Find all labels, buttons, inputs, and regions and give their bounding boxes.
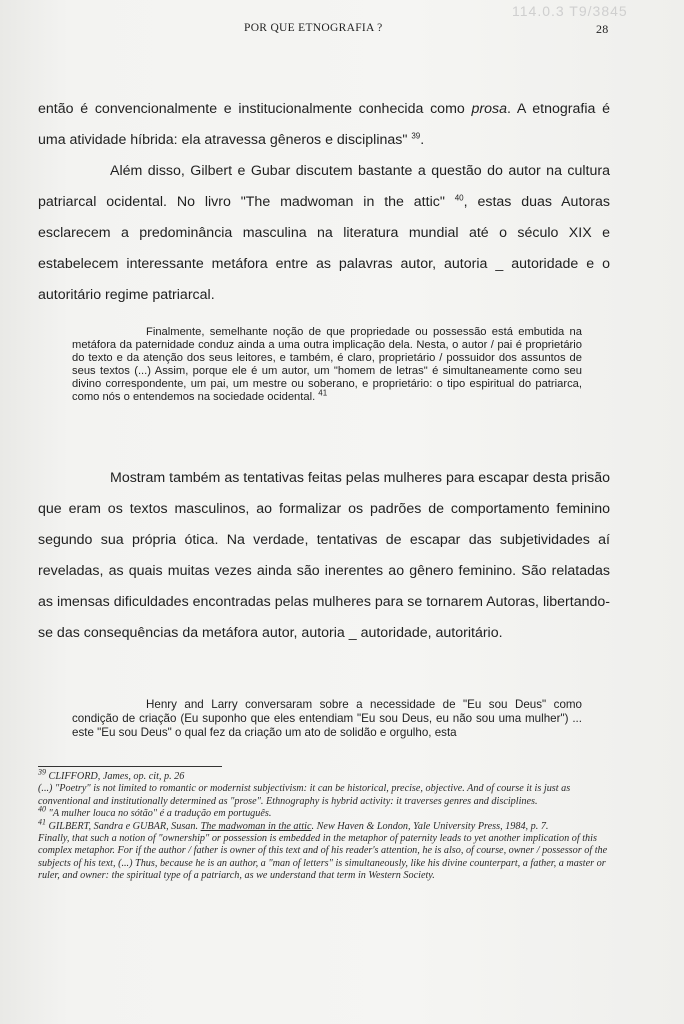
paragraph-1 xyxy=(38,94,610,156)
footnote-ref-40: 40 xyxy=(454,193,464,203)
footnote-40-text: "A mulher louca no sótão" é a tradução em português. xyxy=(46,808,272,820)
footnote-39-translation: (...) "Poetry" is not limited to romantic or modernist subjectivism: it can be historical, precise, objective. And of course it is just as conventional and institutionally determined as "prose". Ethnography is hybrid activity: it traverses genres and disciplines. xyxy=(38,783,571,807)
paragraph-3: Mostram também as tentativas feitas pelas mulheres para escapar desta prisão que eram os textos masculinos, ao formalizar os padrões de comportamento feminino segundo sua própria ótica. Na verdade, tentativas de escapar das subjetividades aí reveladas, as quais muitas vezes ainda são inerentes ao gênero feminino. São relatadas as imensas dificuldades encontradas pelas mulheres para se tornarem Autoras, libertando-se das consequências da metáfora autor, autoria _ autoridade, autoritário. xyxy=(38,470,610,641)
block-quote-2 xyxy=(72,698,582,740)
footnote-41-number: 41 xyxy=(38,817,46,827)
footnote-40 xyxy=(38,804,610,820)
footnote-39 xyxy=(38,767,610,783)
footnote-41-book-title: The madwoman in the attic xyxy=(200,820,312,832)
footnotes xyxy=(38,767,610,883)
footnote-39-number: 39 xyxy=(38,767,46,777)
footnote-ref-39: 39 xyxy=(411,131,421,141)
paragraph-1-italic: prosa xyxy=(471,101,507,117)
footnote-ref-41: 41 xyxy=(318,388,328,398)
paragraph-1-end: . xyxy=(420,132,425,148)
running-title: POR QUE ETNOGRAFIA ? xyxy=(244,22,383,34)
footnote-41-publisher: . New Haven & London, Yale University Press, 1984, p. 7. xyxy=(311,820,549,832)
footnote-separator xyxy=(38,766,222,767)
footnote-40-number: 40 xyxy=(38,804,46,814)
footnote-41-translation: Finally, that such a notion of "ownership" or possession is embedded in the metaphor of paternity leads to yet another implication of this complex metaphor. For if the author / father is owner of this text and of his reader's attention, he is also, of course, owner / possessor of the subjects of his text, (...) Thus, because he is an author, a "man of letters" is simultaneously, like his divine counterpart, a father, a master or ruler, and owner: the spiritual type of a patriarch, as we understand that term in Western Society. xyxy=(38,833,608,882)
block-quote-2-text: Henry and Larry conversaram sobre a necessidade de "Eu sou Deus" como condição de criação (Eu suponho que eles entendiam "Eu sou Deus, eu não sou uma mulher") ... este "Eu sou Deus" o qual fez da criação um ato de solidão e orgulho, esta xyxy=(72,698,582,739)
paragraph-2 xyxy=(38,156,610,311)
footnote-39-citation: CLIFFORD, James, op. cit, p. 26 xyxy=(46,771,185,782)
page-number: 28 xyxy=(596,22,609,36)
block-quote-1-text: Finalmente, semelhante noção de que propriedade ou possessão está embutida na metáfora da paternidade conduz ainda a uma outra implicação dela. Nesta, o autor / pai é proprietário do texto e da atenção dos seus leitores, e também, é claro, proprietário / possuidor dos assuntos de seus textos (...) Assim, porque ele é um autor, um "homem de letras" é simultaneamente como seu divino correspondente, um pai, um mestre ou soberano, e proprietário: o tipo espiritual do patriarca, como nós o entendemos na sociedade ocidental. xyxy=(72,326,582,403)
body-text-mid xyxy=(38,463,610,649)
paragraph-1-text: então é convencionalmente e institucionalmente conhecida como xyxy=(38,101,472,117)
paragraph-2-text-cont: , estas duas Autoras esclarecem a predominância masculina na literatura mundial até o século XIX e estabelecem interessante metáfora entre as palavras autor, autoria _ autoridade e o autoritário regime patriarcal. xyxy=(38,194,610,303)
archive-stamp: 114.0.3 T9/3845 xyxy=(512,3,628,19)
paragraph-2-text: Além disso, Gilbert e Gubar discutem bastante a questão do autor na cultura patriarcal ocidental. No livro "The madwoman in the attic" xyxy=(38,163,610,210)
footnote-41 xyxy=(38,817,610,833)
block-quote-1 xyxy=(72,326,582,404)
paragraph-1-text-cont: . A etnografia é uma atividade híbrida: ela atravessa gêneros e disciplinas" xyxy=(38,101,610,148)
page-header xyxy=(0,22,684,40)
footnote-41-authors: GILBERT, Sandra e GUBAR, Susan. xyxy=(46,820,201,832)
body-text-top xyxy=(38,94,610,311)
